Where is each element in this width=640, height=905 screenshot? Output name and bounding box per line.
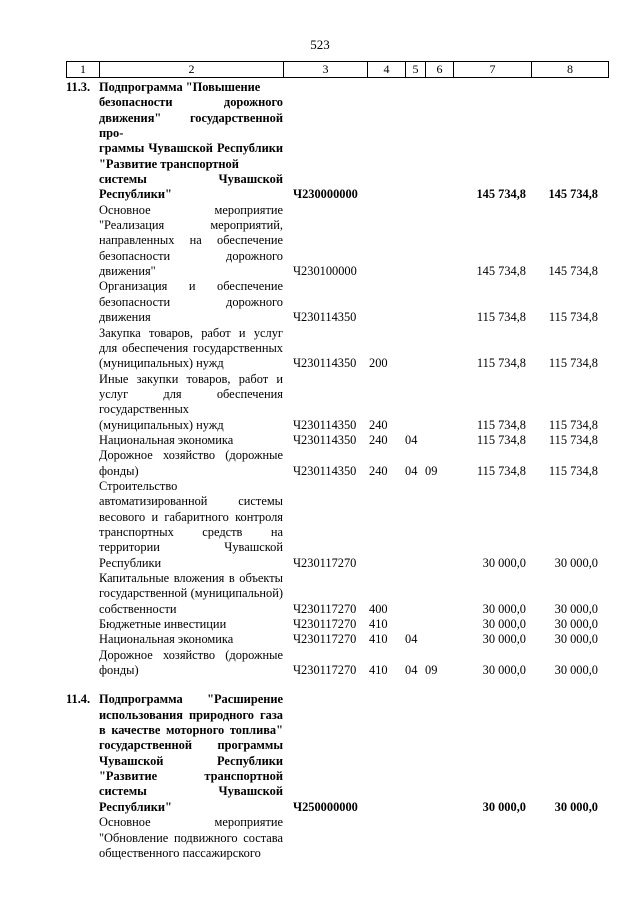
target-code: Ч230114350: [293, 463, 357, 478]
amount-year-2: 115 734,8: [548, 310, 598, 325]
row-name-text: Строительство автоматизированной системы весового и габаритного контроля транспортных средств на территории Чувашской Республики: [99, 478, 283, 570]
amount-year-1: 30 000,0: [482, 601, 526, 616]
row-name: [99, 632, 283, 647]
amount-year-2: 115 734,8: [548, 432, 598, 447]
column-header-row: [66, 61, 609, 78]
row-name: [99, 692, 283, 815]
col-header-4: 4: [368, 62, 406, 78]
row-spacer: [66, 678, 606, 692]
col-header-2: 2: [100, 62, 284, 78]
target-code: Ч230117270: [293, 632, 357, 647]
table-row: [66, 326, 606, 372]
amount-year-2: 115 734,8: [548, 417, 598, 432]
section: 04: [405, 463, 418, 478]
col-header-5: 5: [406, 62, 426, 78]
table-row: [66, 632, 606, 647]
expense-type: 240: [369, 463, 388, 478]
expense-type: 400: [369, 601, 388, 616]
target-code: Ч230117270: [293, 555, 357, 570]
expense-type: 410: [369, 632, 388, 647]
amount-year-1: 115 734,8: [476, 432, 526, 447]
row-name-text: Капитальные вложения в объекты государственной (муниципальной) собственности: [99, 571, 283, 616]
subsection: 09: [425, 663, 438, 678]
expense-type: 410: [369, 663, 388, 678]
target-code: Ч230117270: [293, 663, 357, 678]
subsection: 09: [425, 463, 438, 478]
section: 04: [405, 632, 418, 647]
row-name-text: Основное мероприятие "Реализация мероприятий, направленных на обеспечение безопасности дорожного движения": [99, 202, 283, 279]
row-name: [99, 571, 283, 617]
amount-year-2: 30 000,0: [554, 601, 598, 616]
amount-year-1: 30 000,0: [482, 617, 526, 632]
table-row: [66, 279, 606, 325]
col-header-7: 7: [454, 62, 532, 78]
table-row: [66, 648, 606, 679]
amount-year-2: 145 734,8: [548, 264, 598, 279]
row-name: [99, 326, 283, 372]
amount-year-1: 115 734,8: [476, 356, 526, 371]
target-code: Ч230000000: [293, 187, 358, 202]
table-row: [66, 815, 606, 861]
amount-year-1: 115 734,8: [476, 463, 526, 478]
row-name-text: Национальная экономика: [99, 432, 234, 447]
amount-year-2: 30 000,0: [554, 663, 598, 678]
row-number: 11.4.: [66, 692, 91, 707]
budget-table-body: [66, 80, 606, 861]
amount-year-1: 145 734,8: [476, 264, 526, 279]
row-name: [99, 479, 283, 571]
row-name-text: Национальная экономика: [99, 632, 234, 647]
expense-type: 240: [369, 417, 388, 432]
section: 04: [405, 432, 418, 447]
row-name-text: системы Чувашской Республики": [99, 172, 283, 202]
table-row: [66, 571, 606, 617]
row-name-text: Иные закупки товаров, работ и услуг для обеспечения государственных (муниципальных) нужд: [99, 371, 283, 432]
table-row: [66, 203, 606, 280]
row-name: [99, 617, 283, 632]
row-name: [99, 372, 283, 433]
amount-year-2: 30 000,0: [554, 555, 598, 570]
amount-year-2: 30 000,0: [554, 799, 598, 814]
target-code: Ч230114350: [293, 417, 357, 432]
target-code: Ч230117270: [293, 617, 357, 632]
amount-year-2: 30 000,0: [554, 632, 598, 647]
row-name-text: Подпрограмма "Расширение использования природного газа в качестве моторного топлива" государственной программы Чувашской Республики "Развитие транспортной системы Чувашской Республики": [99, 692, 283, 814]
row-name: [99, 279, 283, 325]
table-row: [66, 692, 606, 815]
amount-year-2: 115 734,8: [548, 463, 598, 478]
amount-year-1: 30 000,0: [482, 663, 526, 678]
table-row: [66, 448, 606, 479]
target-code: Ч230117270: [293, 601, 357, 616]
col-header-6: 6: [426, 62, 454, 78]
col-header-8: 8: [532, 62, 609, 78]
table-row: [66, 80, 606, 203]
target-code: Ч230114350: [293, 432, 357, 447]
amount-year-1: 30 000,0: [482, 555, 526, 570]
amount-year-1: 30 000,0: [482, 799, 526, 814]
target-code: Ч250000000: [293, 799, 358, 814]
row-name-text: Дорожное хозяйство (дорожные фонды): [99, 647, 283, 678]
amount-year-2: 115 734,8: [548, 356, 598, 371]
col-header-3: 3: [284, 62, 368, 78]
row-name-text: Дорожное хозяйство (дорожные фонды): [99, 448, 283, 478]
amount-year-2: 145 734,8: [548, 187, 598, 202]
row-name: [99, 203, 283, 280]
row-name-text: граммы Чувашской Республики "Развитие транспортной: [99, 141, 283, 171]
table-row: [66, 479, 606, 571]
row-name-text: безопасности дорожного движения" государственной про-: [99, 95, 283, 141]
page-number: 523: [310, 37, 330, 52]
target-code: Ч230100000: [293, 264, 357, 279]
row-name-text: Основное мероприятие "Обновление подвижного состава общественного пассажирского: [99, 815, 283, 860]
expense-type: 200: [369, 356, 388, 371]
table-row: [66, 433, 606, 448]
row-name-text: Подпрограмма "Повышение: [99, 80, 261, 94]
target-code: Ч230114350: [293, 356, 357, 371]
amount-year-1: 145 734,8: [476, 187, 526, 202]
target-code: Ч230114350: [293, 310, 357, 325]
row-number: 11.3.: [66, 80, 91, 94]
row-name: [99, 448, 283, 479]
amount-year-2: 30 000,0: [554, 617, 598, 632]
row-name-text: Организация и обеспечение безопасности дорожного движения: [99, 279, 283, 325]
table-row: [66, 617, 606, 632]
amount-year-1: 30 000,0: [482, 632, 526, 647]
row-name: [99, 815, 283, 861]
row-name: [99, 433, 283, 448]
expense-type: 240: [369, 432, 388, 447]
amount-year-1: 115 734,8: [476, 417, 526, 432]
row-name-text: Закупка товаров, работ и услуг для обеспечения государственных (муниципальных) нужд: [99, 325, 283, 371]
row-name: [99, 80, 283, 203]
table-row: [66, 372, 606, 433]
expense-type: 410: [369, 617, 388, 632]
section: 04: [405, 663, 418, 678]
amount-year-1: 115 734,8: [476, 310, 526, 325]
row-name: [99, 648, 283, 679]
row-name-text: Бюджетные инвестиции: [99, 617, 227, 632]
col-header-1: 1: [67, 62, 100, 78]
